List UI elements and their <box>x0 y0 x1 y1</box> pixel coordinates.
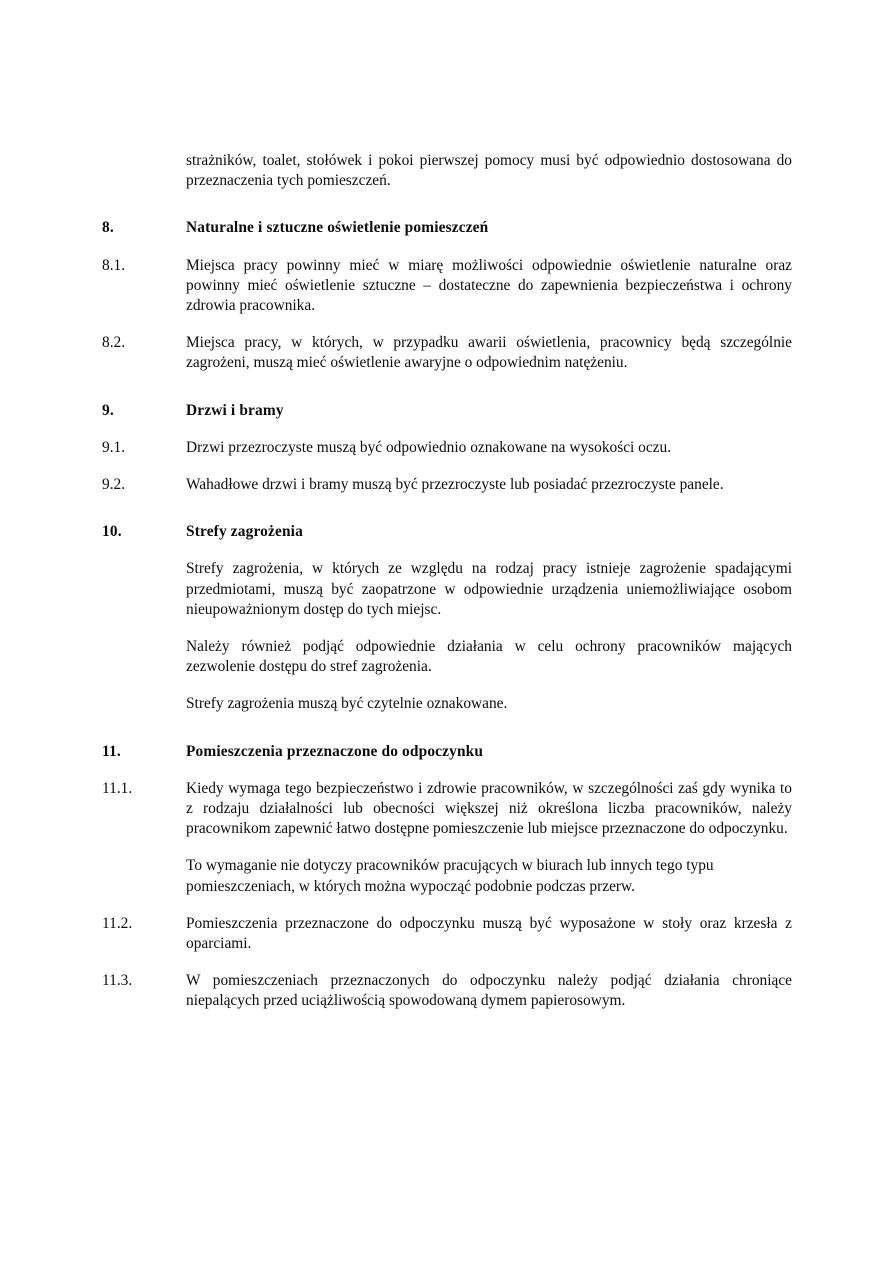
section-title: Pomieszczenia przeznaczone do odpoczynku <box>186 742 484 760</box>
section-title: Naturalne i sztuczne oświetlenie pomieszczeń <box>186 219 489 237</box>
spacer <box>102 316 792 333</box>
paragraph-item-10-p3 <box>102 694 792 714</box>
spacer <box>102 954 792 971</box>
section-title: Strefy zagrożenia <box>186 523 303 541</box>
paragraph-item-11-1 <box>102 779 792 840</box>
paragraph-number: 8.1. <box>102 256 126 274</box>
paragraph-text: Należy również podjąć odpowiednie działania w celu ochrony pracowników mających zezwolenie dostępu do stref zagrożenia. <box>186 638 792 676</box>
paragraph-item-9-2 <box>102 475 792 495</box>
paragraph-item-9-1 <box>102 438 792 458</box>
section-number: 11. <box>102 742 121 760</box>
spacer <box>102 620 792 637</box>
paragraph-text: Pomieszczenia przeznaczone do odpoczynku muszą być wyposażone w stoły oraz krzesła z oparciami. <box>186 914 792 953</box>
section-number: 9. <box>102 401 114 419</box>
paragraph-item-10-p2 <box>102 637 792 677</box>
paragraph-number: 11.2. <box>102 914 133 932</box>
section-title: Drzwi i bramy <box>186 401 284 419</box>
paragraph-text: To wymaganie nie dotyczy pracowników pracujących w biurach lub innych tego typu pomieszczeniach, w których można wypocząć podobnie podczas przerw. <box>186 857 714 895</box>
spacer <box>102 762 792 779</box>
paragraph-number: 9.1. <box>102 438 126 456</box>
section-number: 8. <box>102 219 114 237</box>
spacer <box>102 897 792 914</box>
section-heading-11 <box>102 742 792 762</box>
paragraph-text: strażników, toalet, stołówek i pokoi pierwszej pomocy musi być odpowiednio dostosowana do przeznaczenia tych pomieszczeń. <box>186 152 792 190</box>
spacer <box>102 839 792 856</box>
paragraph-text: Miejsca pracy powinny mieć w miarę możliwości odpowiednie oświetlenie naturalne oraz powinny mieć oświetlenie sztuczne – dostateczne do zapewnienia bezpieczeństwa i ochrony zdrowia pracownika. <box>186 256 792 315</box>
paragraph-text: Kiedy wymaga tego bezpieczeństwo i zdrowie pracowników, w szczególności zaś gdy wynika to z rodzaju działalności lub obecności większej niż określona liczba pracowników, należy pracownikom zapewnić łatwo dostępne pomieszczenie lub miejsce przeznaczone do odpoczynku. <box>186 779 792 838</box>
spacer <box>102 421 792 438</box>
paragraph-text: Drzwi przezroczyste muszą być odpowiednio oznakowane na wysokości oczu. <box>186 438 672 456</box>
paragraph-text: Strefy zagrożenia muszą być czytelnie oznakowane. <box>186 695 508 713</box>
paragraph-text: Miejsca pracy, w których, w przypadku awarii oświetlenia, pracownicy będą szczególnie zagrożeni, muszą mieć oświetlenie awaryjne o odpowiednim natężeniu. <box>186 334 792 372</box>
paragraph-text: W pomieszczeniach przeznaczonych do odpoczynku należy podjąć działania chroniące niepalących przed uciążliwością spowodowaną dymem papierosowym. <box>186 972 792 1010</box>
paragraph-item-11-3 <box>102 971 792 1011</box>
paragraph-intro-continuation <box>102 151 792 191</box>
spacer <box>102 458 792 475</box>
paragraph-number: 8.2. <box>102 334 126 352</box>
section-heading-9 <box>102 401 792 421</box>
paragraph-number: 9.2. <box>102 476 126 494</box>
spacer <box>102 374 792 401</box>
spacer <box>102 495 792 522</box>
paragraph-number: 11.1. <box>102 779 133 797</box>
paragraph-text: Strefy zagrożenia, w których ze względu na rodzaj pracy istnieje zagrożenie spadającymi przedmiotami, muszą być zaopatrzone w odpowiednie urządzenia uniemożliwiające osobom nieupoważnionym dostęp do tych miejsc. <box>186 560 792 618</box>
paragraph-item-11-1-continuation <box>102 856 792 896</box>
spacer <box>102 239 792 256</box>
spacer <box>102 542 792 559</box>
paragraph-item-10-p1 <box>102 559 792 620</box>
spacer <box>102 677 792 694</box>
section-heading-8 <box>102 218 792 238</box>
paragraph-item-8-1 <box>102 256 792 317</box>
paragraph-number: 11.3. <box>102 972 133 990</box>
paragraph-item-11-2 <box>102 914 792 954</box>
paragraph-item-8-2 <box>102 333 792 373</box>
document-body <box>102 151 792 1012</box>
section-number: 10. <box>102 523 122 541</box>
spacer <box>102 191 792 218</box>
section-heading-10 <box>102 522 792 542</box>
spacer <box>102 715 792 742</box>
paragraph-text: Wahadłowe drzwi i bramy muszą być przezroczyste lub posiadać przezroczyste panele. <box>186 476 724 494</box>
